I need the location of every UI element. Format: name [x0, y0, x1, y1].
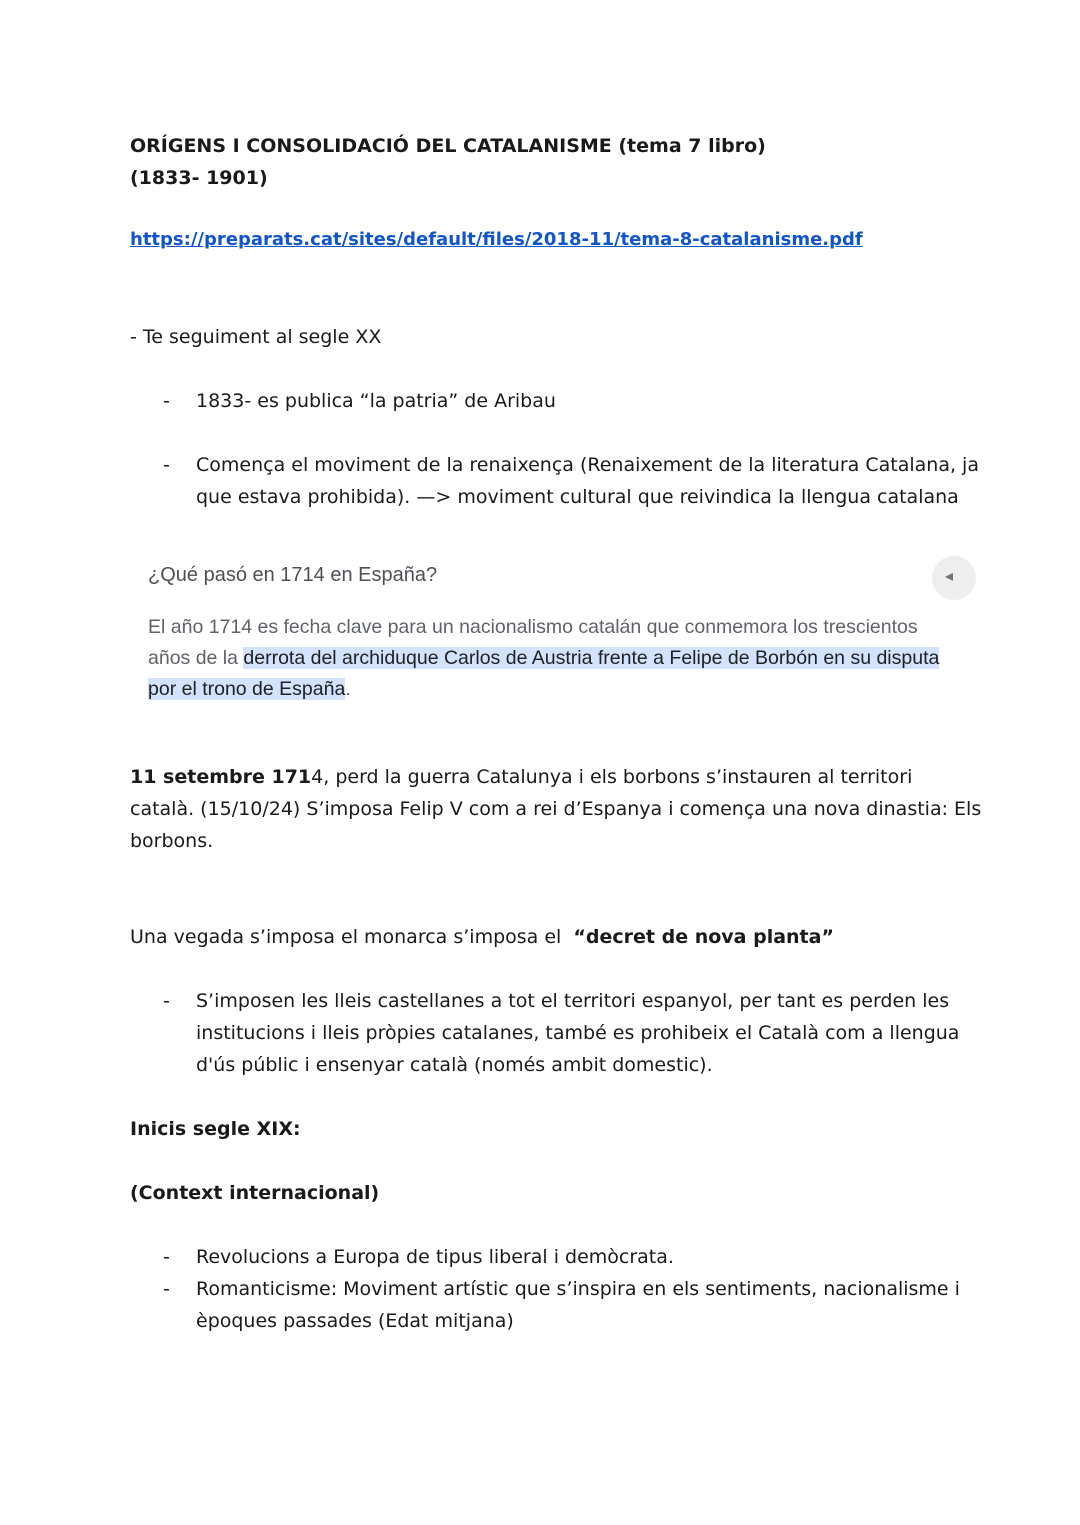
list-item-continuation: èpoques passades (Edat mitjana) — [196, 1310, 514, 1332]
pdf-link[interactable]: https://preparats.cat/sites/default/files/2018-11/tema-8-catalanisme.pdf — [130, 229, 863, 250]
list-item: Revolucions a Europa de tipus liberal i demòcrata. — [196, 1246, 674, 1268]
answer-text: El año 1714 es fecha clave para un nacionalismo catalán que conmemora los trescientos años de la — [148, 616, 918, 669]
list-item: S’imposen les lleis castellanes a tot el territori espanyol, per tant es perden les — [196, 990, 950, 1012]
search-answer — [148, 612, 948, 705]
list-item: Comença el moviment de la renaixença (Renaixement de la literatura Catalana, ja — [196, 454, 979, 476]
list-item-continuation: d'ús públic i ensenyar català (només ambit domestic). — [196, 1054, 713, 1076]
bullet-dash: - — [163, 1246, 170, 1268]
document-title-dates: (1833- 1901) — [130, 167, 268, 189]
search-question: ¿Qué pasó en 1714 en España? — [148, 564, 438, 586]
decret-bold: “decret de nova planta” — [573, 926, 834, 948]
paragraph-line: català. (15/10/24) S’imposa Felip V com a rei d’Espanya i comença una nova dinastia: Els — [130, 798, 982, 820]
paragraph-1711 — [130, 761, 912, 793]
list-item-continuation: institucions i lleis pròpies catalanes, també es prohibeix el Català com a llengua — [196, 1022, 960, 1044]
paragraph-decret — [130, 921, 834, 953]
paragraph-text: 4, perd la guerra Catalunya i els borbons s’instauren al territori — [311, 766, 913, 788]
answer-end: . — [345, 678, 351, 700]
list-item: 1833- es publica “la patria” de Aribau — [196, 390, 556, 412]
bullet-dash: - — [163, 990, 170, 1012]
list-item-continuation: que estava prohibida). —> moviment cultural que reivindica la llengua catalana — [196, 486, 959, 508]
document-title: ORÍGENS I CONSOLIDACIÓ DEL CATALANISME (tema 7 libro) — [130, 135, 766, 157]
bullet-dash: - — [163, 390, 170, 412]
intro-line: - Te seguiment al segle XX — [130, 326, 382, 348]
heading-context-internacional: (Context internacional) — [130, 1182, 380, 1204]
bullet-dash: - — [163, 1278, 170, 1300]
paragraph-line: borbons. — [130, 830, 214, 852]
date-bold: 11 setembre 171 — [130, 766, 312, 788]
heading-inicis-segle-xix: Inicis segle XIX: — [130, 1118, 301, 1140]
answer-highlight: derrota del archiduque Carlos de Austria frente a Felipe de Borbón en su disputa por el trono de España — [148, 647, 940, 700]
paragraph-text: Una vegada s’imposa el monarca s’imposa el — [130, 926, 568, 948]
chevron-icon: ◂ — [945, 566, 954, 585]
collapse-button — [932, 556, 976, 600]
bullet-dash: - — [163, 454, 170, 476]
list-item: Romanticisme: Moviment artístic que s’inspira en els sentiments, nacionalisme i — [196, 1278, 960, 1300]
search-result-screenshot — [132, 550, 952, 715]
